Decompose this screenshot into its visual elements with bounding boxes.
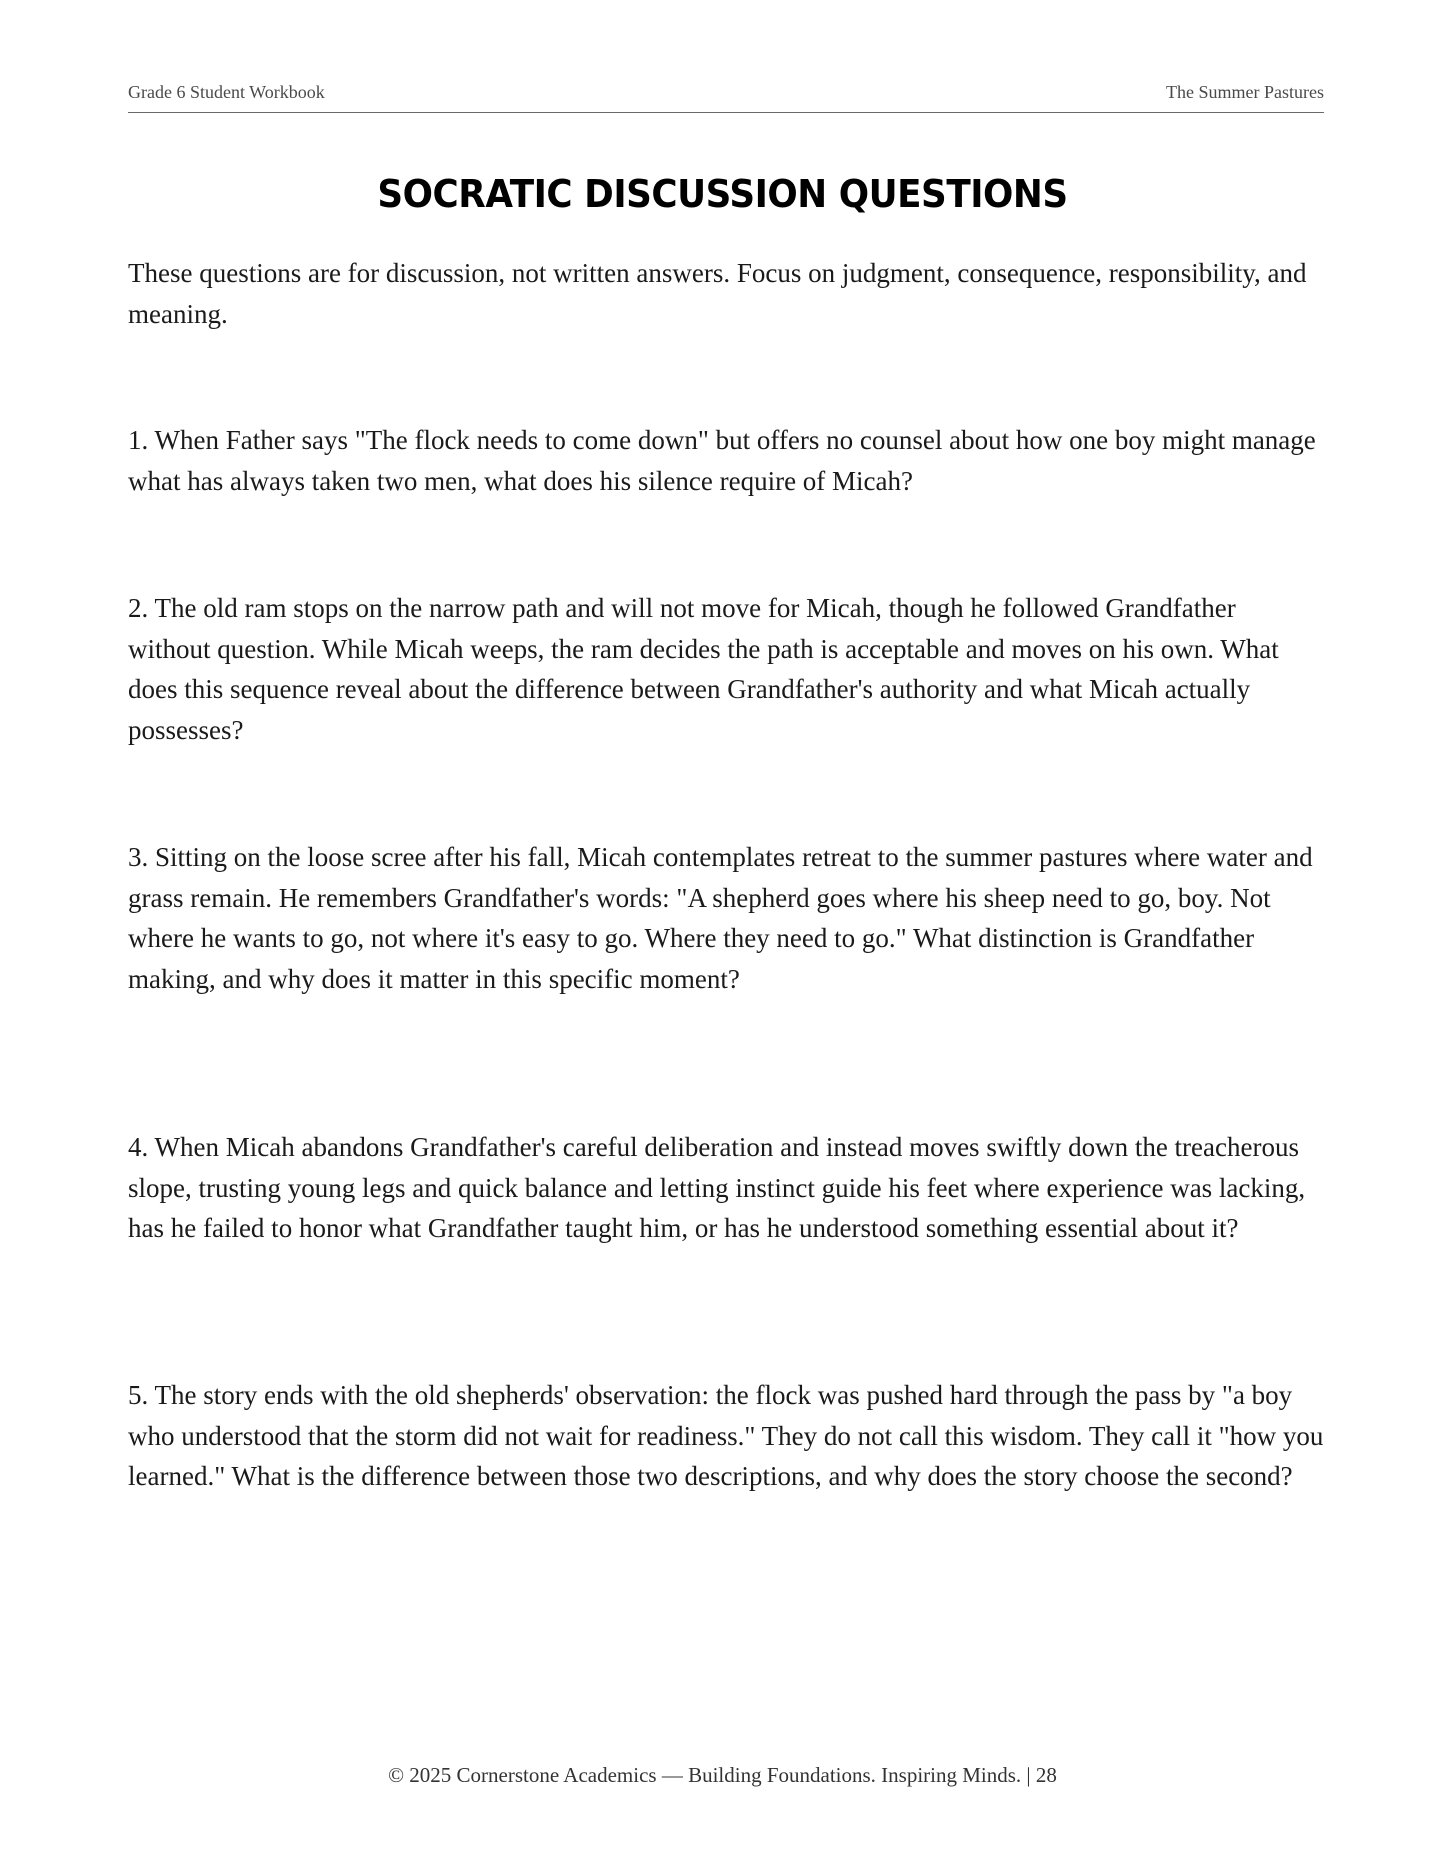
question-3: 3. Sitting on the loose scree after his fall, Micah contemplates retreat to the summer pastures where water and grass remain. He remembers Grandfather's words: "A shepherd goes where his sheep need to go, boy. Not where he wants to go, not where it's easy to go. Where they need to go." What distinction is Grandfather making, and why does it matter in this specific moment? xyxy=(128,842,1313,994)
page-title: SOCRATIC DISCUSSION QUESTIONS xyxy=(377,172,1068,216)
question-5: 5. The story ends with the old shepherds' observation: the flock was pushed hard through the pass by "a boy who understood that the storm did not wait for readiness." They do not call this wisdom. They call it "how you learned." What is the difference between those two descriptions, and why does the story choose the second? xyxy=(128,1380,1324,1491)
page-footer: © 2025 Cornerstone Academics — Building Foundations. Inspiring Minds. | 28 xyxy=(388,1763,1057,1787)
intro-paragraph: These questions are for discussion, not written answers. Focus on judgment, consequence, responsibility, and meaning. xyxy=(128,258,1307,329)
question-1: 1. When Father says "The flock needs to come down" but offers no counsel about how one boy might manage what has always taken two men, what does his silence require of Micah? xyxy=(128,425,1316,496)
question-2: 2. The old ram stops on the narrow path and will not move for Micah, though he followed Grandfather without question. While Micah weeps, the ram decides the path is acceptable and moves on his own. What does this sequence reveal about the difference between Grandfather's authority and what Micah actually possesses? xyxy=(128,593,1279,745)
question-4: 4. When Micah abandons Grandfather's careful deliberation and instead moves swiftly down the treacherous slope, trusting young legs and quick balance and letting instinct guide his feet where experience was lacking, has he failed to honor what Grandfather taught him, or has he understood something essential about it? xyxy=(128,1132,1306,1243)
page-header xyxy=(128,82,1324,113)
header-workbook-title: Grade 6 Student Workbook xyxy=(128,82,325,102)
header-story-title: The Summer Pastures xyxy=(1166,82,1324,102)
